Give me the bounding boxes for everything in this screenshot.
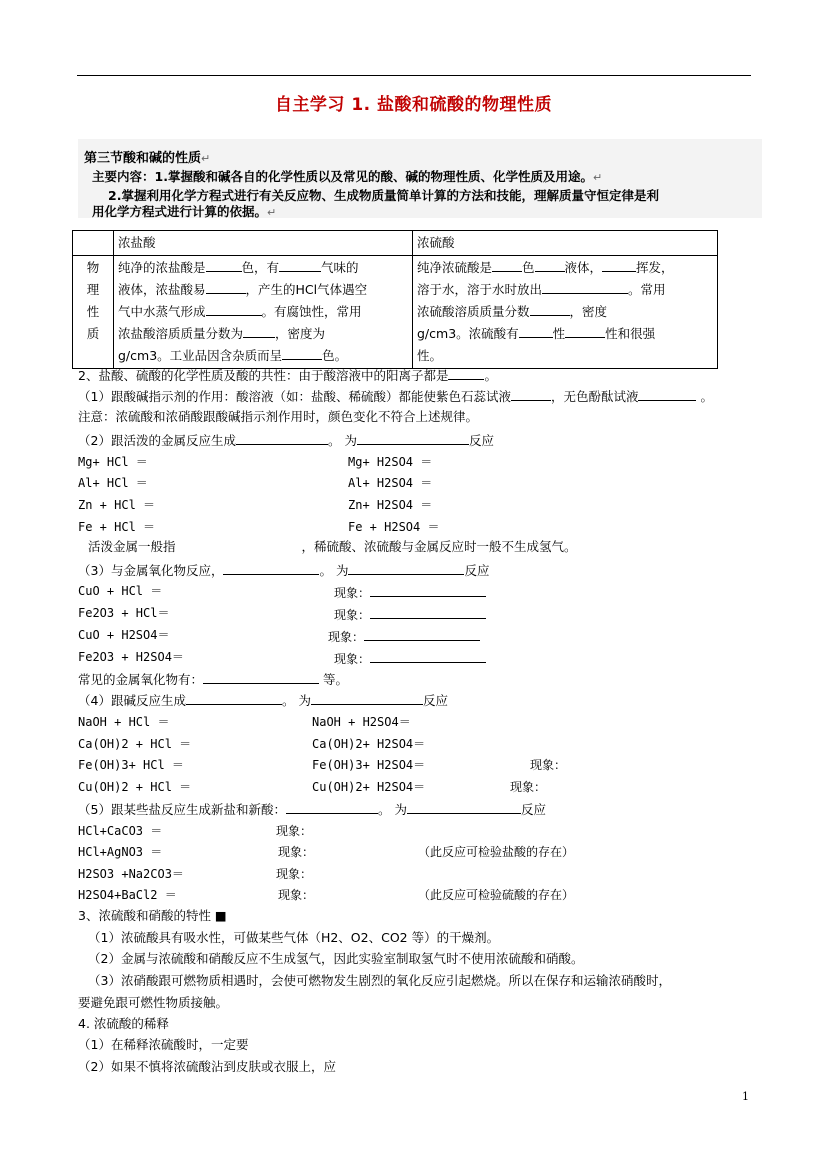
section-3-item-3a: （3）浓硝酸跟可燃物质相遇时，会使可燃物发生剧烈的氧化反应引起燃烧。所以在保存和运输浓硝酸时，	[88, 973, 671, 988]
salt-reaction-heading: （5）跟某些盐反应生成新盐和新酸： 。 为 反应	[78, 799, 546, 819]
section-4-item-1: （1）在稀释浓硫酸时，一定要	[78, 1037, 249, 1052]
eq-mg-h2so4: Mg+ H2SO4 ＝	[348, 455, 433, 469]
indicator-line: （1）跟酸碱指示剂的作用：酸溶液（如：盐酸、稀硫酸）都能使紫色石蕊试液 ，无色酚酞试液 。	[78, 386, 713, 406]
section-3-heading: 3、浓硫酸和硝酸的特性 ■	[78, 908, 227, 923]
eq-fe-h2so4: Fe + H2SO4 ＝	[348, 520, 440, 534]
table-header-row	[73, 231, 718, 256]
section-line-1: 主要内容：1.掌握酸和碱各自的化学性质以及常见的酸、碱的物理性质、化学性质及用途。↵	[92, 169, 603, 184]
phenomenon-feoh3: 现象：	[530, 758, 567, 772]
page-title: 自主学习 1. 盐酸和硫酸的物理性质	[274, 95, 553, 115]
eq-cuo-hcl: CuO + HCl ＝	[78, 584, 163, 598]
eq-cuoh2-hcl: Cu(OH)2 + HCl ＝	[78, 780, 192, 794]
eq-cuoh2-h2so4: Cu(OH)2+ H2SO4＝	[312, 780, 426, 794]
header-rule	[77, 75, 751, 76]
table-row	[73, 256, 718, 369]
section-heading: 第三节酸和碱的性质↵	[84, 151, 211, 166]
phenomenon-3: 现象：	[328, 626, 480, 646]
eq-al-hcl: Al+ HCl ＝	[78, 476, 148, 490]
section-summary-box	[78, 139, 762, 218]
section-3-item-3b: 要避免跟可燃性物质接触。	[78, 995, 229, 1010]
physical-properties-table	[72, 230, 718, 369]
base-reaction-heading: （4）跟碱反应生成 。 为 反应	[78, 690, 448, 710]
eq-al-h2so4: Al+ H2SO4 ＝	[348, 476, 433, 490]
oxide-reaction-heading: （3）与金属氧化物反应， 。 为 反应	[78, 560, 489, 580]
eq-fe-hcl: Fe + HCl ＝	[78, 520, 156, 534]
metal-reaction-heading: （2）跟活泼的金属反应生成 。 为 反应	[78, 430, 494, 450]
header-hcl: 浓盐酸	[114, 231, 413, 256]
active-metal-line: 活泼金属一般指 ，稀硫酸、浓硫酸与金属反应时一般不生成氢气。	[88, 539, 577, 554]
eq-feoh3-h2so4: Fe(OH)3+ H2SO4＝	[312, 758, 426, 772]
common-oxide-line: 常见的金属氧化物有： 等。	[78, 669, 348, 689]
page-number: 1	[742, 1090, 749, 1103]
eq-mg-hcl: Mg+ HCl ＝	[78, 455, 148, 469]
eq-zn-h2so4: Zn+ H2SO4 ＝	[348, 498, 433, 512]
h2so4-properties: 纯净浓硫酸是 色 液体， 挥发， 溶于水，溶于水时放出 。常用 浓硫酸溶质质量分数 ，密度 g/cm3。浓硫酸有 性 性和很强 性。	[413, 256, 718, 369]
eq-zn-hcl: Zn + HCl ＝	[78, 498, 156, 512]
phenomenon-cuoh2: 现象：	[510, 780, 547, 794]
eq-h2so4-bacl2: H2SO4+BaCl2 ＝	[78, 888, 177, 902]
section-2-heading: 2、盐酸、硫酸的化学性质及酸的共性：由于酸溶液中的阳离子都是 。	[78, 365, 497, 385]
note-line: 注意：浓硫酸和浓硝酸跟酸碱指示剂作用时，颜色变化不符合上述规律。	[78, 409, 479, 424]
eq-naoh-h2so4: NaOH + H2SO4＝	[312, 715, 411, 729]
header-h2so4: 浓硫酸	[413, 231, 718, 256]
section-line-2: 2.掌握利用化学方程式进行有关反应物、生成物质量简单计算的方法和技能，理解质量守恒定律是利	[108, 188, 659, 203]
hcl-properties: 纯净的浓盐酸是 色，有 气味的 液体，浓盐酸易 ，产生的HCl气体遇空 气中水蒸气形成 。有腐蚀性，常用 浓盐酸溶质质量分数为 ，密度为 g/cm3。工业品因含杂质而呈 色。	[114, 256, 413, 369]
eq-feoh3-hcl: Fe(OH)3+ HCl ＝	[78, 758, 184, 772]
phenomenon-caco3: 现象：	[276, 824, 313, 838]
phenomenon-agno3: 现象：	[278, 845, 315, 859]
section-line-3: 用化学方程式进行计算的依据。↵	[92, 204, 277, 219]
eq-cuo-h2so4: CuO + H2SO4＝	[78, 628, 170, 642]
section-4-heading: 4. 浓硫酸的稀释	[78, 1016, 169, 1031]
note-hcl-test: （此反应可检验盐酸的存在）	[418, 845, 575, 859]
phenomenon-4: 现象：	[334, 648, 486, 668]
section-4-item-2: （2）如果不慎将浓硫酸沾到皮肤或衣服上，应	[78, 1059, 336, 1074]
eq-caoh2-h2so4: Ca(OH)2+ H2SO4＝	[312, 737, 426, 751]
eq-caoh2-hcl: Ca(OH)2 + HCl ＝	[78, 737, 192, 751]
eq-fe2o3-hcl: Fe2O3 + HCl＝	[78, 606, 170, 620]
phenomenon-1: 现象：	[334, 582, 486, 602]
phenomenon-2: 现象：	[334, 604, 486, 624]
eq-hcl-caco3: HCl+CaCO3 ＝	[78, 824, 163, 838]
section-3-item-2: （2）金属与浓硫酸和硝酸反应不生成氢气，因此实验室制取氢气时不使用浓硫酸和硝酸。	[88, 951, 584, 966]
eq-fe2o3-h2so4: Fe2O3 + H2SO4＝	[78, 650, 184, 664]
eq-hcl-agno3: HCl+AgNO3 ＝	[78, 845, 163, 859]
eq-naoh-hcl: NaOH + HCl ＝	[78, 715, 170, 729]
phenomenon-bacl2: 现象：	[278, 888, 315, 902]
phenomenon-na2co3: 现象：	[276, 867, 313, 881]
eq-h2so3-na2co3: H2SO3 +Na2CO3＝	[78, 867, 184, 881]
section-3-item-1: （1）浓硫酸具有吸水性，可做某些气体（H2、O2、CO2 等）的干燥剂。	[88, 930, 500, 945]
note-h2so4-test: （此反应可检验硫酸的存在）	[418, 888, 575, 902]
row-label: 物 理 性 质	[73, 256, 114, 369]
